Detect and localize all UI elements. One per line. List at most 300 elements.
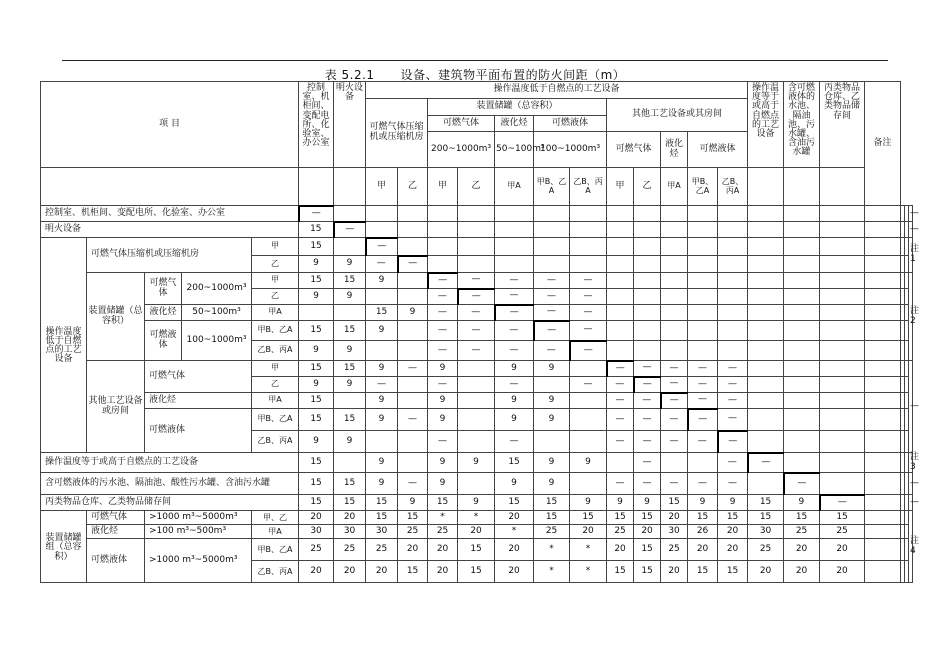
value-cell [820,222,865,238]
value-cell: * [570,561,607,583]
value-cell [398,431,428,453]
table-row [41,511,913,525]
value-cell: — [458,305,495,321]
value-cell [570,473,607,495]
table-row [41,222,913,238]
value-cell [661,206,688,222]
value-cell: — [398,473,428,495]
value-cell [820,361,865,377]
value-cell [865,561,901,583]
value-cell: 15 [458,539,495,561]
value-cell [784,453,820,473]
value-cell: 9 [634,495,661,511]
value-cell [570,256,607,273]
value-cell [607,273,634,289]
value-cell: 15 [299,273,334,289]
value-cell: — [688,409,718,431]
value-cell: — [570,377,607,393]
value-cell [784,409,820,431]
value-cell: 15 [458,561,495,583]
value-cell [820,453,865,473]
row-big-tank-lpg: 液化烃 [87,525,145,539]
value-cell [495,256,534,273]
value-cell [334,453,366,473]
value-cell: — [634,453,661,473]
value-cell: — [334,222,366,238]
value-cell: 15 [688,561,718,583]
value-cell [718,321,748,341]
value-cell: 9 [688,495,718,511]
value-cell [865,495,901,511]
value-cell [748,341,784,361]
value-cell: — [398,409,428,431]
row-high-temp: 操作温度等于或高于自燃点的工艺设备 [41,453,299,473]
value-cell [661,256,688,273]
value-cell: — [534,273,570,289]
row-cls: 乙 [252,256,299,273]
value-cell: * [534,561,570,583]
value-cell: 15 [634,539,661,561]
value-cell: 15 [334,473,366,495]
table-row [41,273,913,289]
value-cell: — [688,393,718,409]
value-cell [688,341,718,361]
value-cell [398,453,428,473]
table-row [41,525,913,539]
value-cell: 30 [748,525,784,539]
value-cell [784,341,820,361]
value-cell [398,289,428,305]
value-cell: 9 [366,361,398,377]
value-cell: — [718,393,748,409]
remark-cell: — [909,361,913,453]
remark-cell: 注 2 [909,273,913,361]
value-cell: 9 [299,377,334,393]
row-cls: 甲B、乙A [252,539,299,561]
value-cell [820,321,865,341]
value-cell: 9 [570,453,607,473]
value-cell: 15 [366,511,398,525]
value-cell: 9 [299,341,334,361]
value-cell: 20 [661,511,688,525]
value-cell [748,393,784,409]
row-big-tank-lpg-cap: >100 m³~500m³ [145,525,252,539]
value-cell: 9 [428,393,458,409]
spacer [820,168,865,206]
value-cell: — [661,361,688,377]
table-row [41,321,913,341]
value-cell [495,222,534,238]
value-cell: 20 [366,561,398,583]
value-cell: — [428,377,458,393]
row-big-tank-liquid: 可燃液体 [87,539,145,583]
value-cell [607,289,634,305]
row-label: 明火设备 [41,222,299,238]
col-tank-liquid: 可燃液体 [534,116,607,132]
value-cell [905,305,909,321]
value-cell [607,238,634,256]
value-cell: 15 [299,393,334,409]
row-cls: 乙 [252,289,299,305]
row-cls: 甲 [252,273,299,289]
value-cell: 15 [299,361,334,377]
row-compressor: 可燃气体压缩机或压缩机房 [87,238,252,273]
value-cell: 9 [366,409,398,431]
value-cell: 15 [688,511,718,525]
value-cell: 25 [661,539,688,561]
row-label: 控制室、机柜间、变配电所、化验室、办公室 [41,206,299,222]
value-cell: 9 [334,256,366,273]
value-cell: 25 [748,539,784,561]
value-cell: 9 [366,453,398,473]
row-tank-gas: 可燃气体 [145,273,182,305]
value-cell: — [634,409,661,431]
item-header: 项 目 [41,82,299,168]
value-cell [748,321,784,341]
value-cell: — [718,377,748,393]
value-cell [718,222,748,238]
value-cell: 9 [334,431,366,453]
value-cell [428,256,458,273]
value-cell: — [398,361,428,377]
value-cell: 9 [428,409,458,431]
value-cell: — [570,341,607,361]
value-cell: — [495,431,534,453]
value-cell: 9 [495,473,534,495]
value-cell: 15 [334,361,366,377]
col-remark: 备注 [865,82,901,206]
value-cell [688,256,718,273]
value-cell: 15 [495,495,534,511]
value-cell: * [570,539,607,561]
row-big-tank-liquid-cap: >1000 m³~5000m³ [145,539,252,583]
value-cell [865,289,901,305]
value-cell: — [495,321,534,341]
col-control-room: 控制室、机柜间、变配电所、化验室、办公室 [299,82,334,168]
value-cell [748,222,784,238]
value-cell: — [661,377,688,393]
value-cell: — [570,321,607,341]
value-cell: 26 [688,525,718,539]
value-cell: 15 [398,511,428,525]
value-cell [534,238,570,256]
value-cell [718,341,748,361]
value-cell [748,409,784,431]
value-cell: — [428,321,458,341]
value-cell: — [784,473,820,495]
value-cell: 25 [428,525,458,539]
value-cell [784,361,820,377]
value-cell: 15 [299,473,334,495]
cls-yb-ba: 乙B、丙A [570,168,607,206]
value-cell: 15 [748,495,784,511]
value-cell [534,206,570,222]
value-cell: 20 [495,511,534,525]
value-cell: — [607,393,634,409]
value-cell [458,256,495,273]
cls-yi: 乙 [458,168,495,206]
value-cell [570,361,607,377]
row-tank-lpg: 液化烃 [145,305,182,321]
row-tank-lpg-cap: 50~100m³ [182,305,252,321]
value-cell: — [570,273,607,289]
value-cell: — [634,361,661,377]
value-cell [905,377,909,393]
value-cell [458,361,495,377]
spacer [784,168,820,206]
value-cell: 15 [299,495,334,511]
value-cell [334,206,366,222]
value-cell: 9 [607,495,634,511]
value-cell [607,256,634,273]
row-tank-liquid: 可燃液体 [145,321,182,361]
value-cell [905,525,909,539]
value-cell: — [366,256,398,273]
value-cell [820,256,865,273]
value-cell: — [458,321,495,341]
value-cell [661,222,688,238]
value-cell: — [428,305,458,321]
col-tank-liquid-cap: 100~1000m³ [534,132,607,168]
value-cell: 9 [428,453,458,473]
value-cell [748,206,784,222]
value-cell: 15 [534,511,570,525]
value-cell [748,431,784,453]
row-cls: 乙 [252,377,299,393]
value-cell [634,206,661,222]
value-cell [570,409,607,431]
value-cell: 25 [820,525,865,539]
value-cell: — [428,341,458,361]
value-cell [905,341,909,361]
col-tank-lpg: 液化烃 [495,116,534,132]
value-cell: 20 [784,539,820,561]
value-cell: — [661,409,688,431]
value-cell [905,256,909,273]
remark-cell: — [909,473,913,495]
value-cell: — [534,321,570,341]
value-cell: — [299,206,334,222]
col-other-equip: 其他工艺设备或其房间 [607,99,748,132]
value-cell: 15 [334,273,366,289]
value-cell [905,539,909,561]
value-cell [299,305,334,321]
value-cell [458,393,495,409]
value-cell [570,222,607,238]
value-cell [428,238,458,256]
value-cell: 9 [534,393,570,409]
table-row [41,305,913,321]
row-other-lpg: 液化烃 [145,393,252,409]
value-cell [366,341,398,361]
value-cell: 9 [366,321,398,341]
value-cell: 15 [398,561,428,583]
value-cell [398,238,428,256]
value-cell: 15 [334,321,366,341]
value-cell: 20 [748,561,784,583]
value-cell: — [661,393,688,409]
table-row [41,409,913,431]
value-cell [865,393,901,409]
value-cell: — [688,361,718,377]
value-cell [398,206,428,222]
value-cell [905,409,909,431]
value-cell [688,238,718,256]
value-cell [458,206,495,222]
value-cell: — [398,256,428,273]
value-cell [366,431,398,453]
value-cell: — [820,495,865,511]
value-cell [784,393,820,409]
value-cell [607,206,634,222]
value-cell [534,222,570,238]
value-cell [748,377,784,393]
value-cell [607,341,634,361]
value-cell: 20 [570,525,607,539]
value-cell: 9 [784,495,820,511]
value-cell: 9 [366,393,398,409]
value-cell [784,305,820,321]
value-cell: 15 [570,511,607,525]
value-cell: 9 [299,431,334,453]
value-cell: 20 [458,525,495,539]
value-cell [634,321,661,341]
row-other-liquid: 可燃液体 [145,409,252,453]
row-cls: 甲 [252,361,299,377]
col-waste-water: 含可燃液体的水池、隔油池、污水罐、含油污水罐 [784,82,820,168]
value-cell: 20 [495,539,534,561]
value-cell: 25 [607,525,634,539]
value-cell [865,525,901,539]
col-other-gas: 可燃气体 [607,132,661,168]
value-cell: 25 [334,539,366,561]
value-cell: — [718,453,748,473]
value-cell [534,256,570,273]
cls-jia: 甲 [366,168,398,206]
value-cell: — [718,431,748,453]
value-cell [334,305,366,321]
value-cell [865,539,901,561]
value-cell [661,273,688,289]
value-cell: 9 [458,453,495,473]
cls-jb-ya: 甲B、乙A [688,168,718,206]
row-cls: 甲A [252,393,299,409]
value-cell: 9 [398,495,428,511]
value-cell [865,473,901,495]
cls-yi: 乙 [634,168,661,206]
value-cell: 15 [299,238,334,256]
value-cell [820,305,865,321]
value-cell [607,321,634,341]
value-cell: 20 [718,539,748,561]
value-cell: — [495,377,534,393]
value-cell: — [748,453,784,473]
value-cell: 20 [718,525,748,539]
row-tank-liquid-cap: 100~1000m³ [182,321,252,361]
value-cell: 15 [428,495,458,511]
value-cell: 15 [366,495,398,511]
value-cell: 15 [607,561,634,583]
value-cell: — [534,341,570,361]
value-cell [865,431,901,453]
cls-jia: 甲 [428,168,458,206]
value-cell [718,238,748,256]
value-cell [688,222,718,238]
value-cell: 9 [534,473,570,495]
col-tank: 装置储罐（总容积） [428,99,607,116]
value-cell [458,431,495,453]
value-cell: — [718,361,748,377]
value-cell: 20 [607,539,634,561]
col-open-flame: 明火设备 [334,82,366,168]
header-spacer [41,168,299,206]
value-cell: * [495,525,534,539]
value-cell [865,222,901,238]
value-cell [748,361,784,377]
value-cell: 20 [334,561,366,583]
table-row [41,393,913,409]
value-cell: 15 [634,561,661,583]
value-cell: — [607,377,634,393]
value-cell: 9 [334,341,366,361]
value-cell: 20 [784,561,820,583]
value-cell [688,273,718,289]
value-cell [428,206,458,222]
value-cell: — [534,305,570,321]
value-cell [634,222,661,238]
value-cell [784,321,820,341]
value-cell [820,393,865,409]
value-cell [905,321,909,341]
value-cell: 20 [299,561,334,583]
value-cell [634,341,661,361]
value-cell [865,206,901,222]
value-cell: — [570,289,607,305]
value-cell [820,377,865,393]
table-row [41,495,913,511]
value-cell [661,238,688,256]
row-big-tank-gas: 可燃气体 [87,511,145,525]
col-storage: 丙类物品仓库、乙类物品储存间 [820,82,865,168]
cls-jia-a: 甲A [661,168,688,206]
value-cell [784,377,820,393]
remark-cell: — [909,206,913,222]
value-cell: — [458,273,495,289]
value-cell: 15 [334,409,366,431]
value-cell: 9 [428,473,458,495]
value-cell [865,238,901,256]
value-cell [784,273,820,289]
value-cell: 9 [495,409,534,431]
value-cell: — [366,377,398,393]
value-cell: 15 [495,453,534,473]
value-cell [334,238,366,256]
row-storage: 丙类物品仓库、乙类物品储存间 [41,495,299,511]
value-cell [748,256,784,273]
value-cell: 25 [534,525,570,539]
value-cell: 15 [820,511,865,525]
table-row [41,238,913,256]
value-cell [718,289,748,305]
value-cell: — [688,473,718,495]
cls-yb-ba: 乙B、丙A [718,168,748,206]
value-cell [748,289,784,305]
value-cell [784,256,820,273]
value-cell [607,222,634,238]
value-cell: 9 [299,256,334,273]
value-cell: — [366,238,398,256]
value-cell [820,289,865,305]
